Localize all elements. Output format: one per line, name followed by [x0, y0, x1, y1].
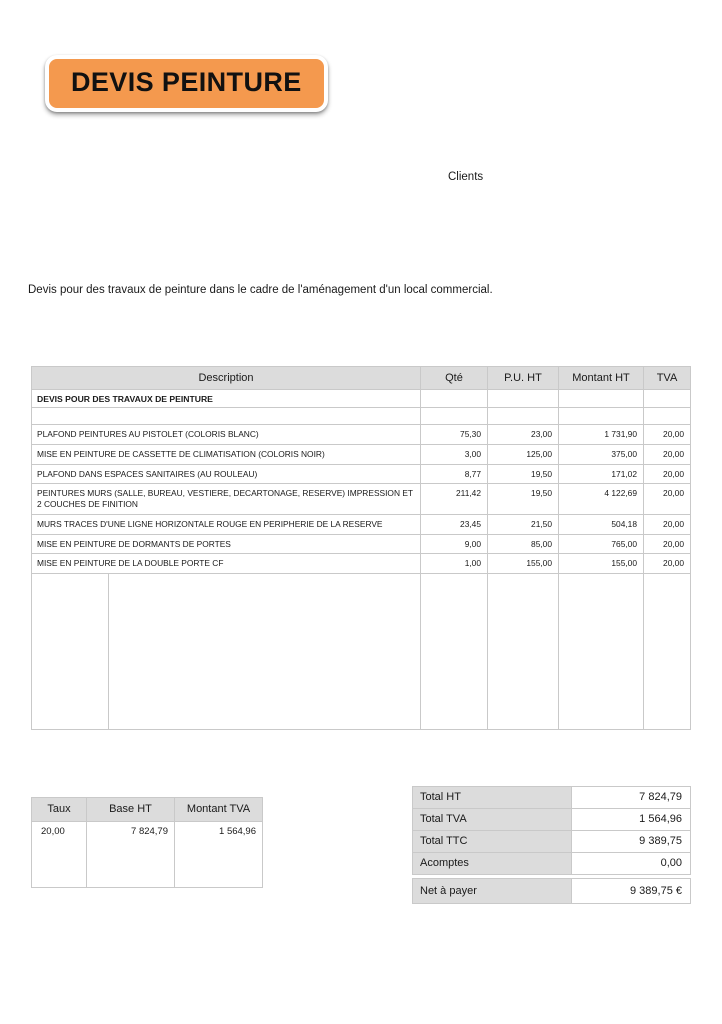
vat-base: 7 824,79: [87, 822, 175, 888]
column-header-unit-price: P.U. HT: [488, 367, 559, 390]
table-row: [32, 554, 691, 574]
total-tva-value: 1 564,96: [572, 809, 691, 831]
totals-row-acomptes: [413, 853, 691, 875]
column-header-qty: Qté: [421, 367, 488, 390]
vat-breakdown-table: [31, 797, 263, 888]
table-row: [32, 514, 691, 534]
spacer-cell-tva: [644, 408, 691, 425]
item-description: PLAFOND PEINTURES AU PISTOLET (COLORIS BLANC): [32, 425, 421, 445]
table-row: [32, 444, 691, 464]
item-qty: 1,00: [421, 554, 488, 574]
filler-cell-amount: [559, 574, 644, 730]
item-tva: 20,00: [644, 464, 691, 484]
table-row: [32, 534, 691, 554]
item-tva: 20,00: [644, 484, 691, 515]
item-unit-price: 85,00: [488, 534, 559, 554]
item-qty: 211,42: [421, 484, 488, 515]
total-ttc-label: Total TTC: [413, 831, 572, 853]
table-row: [32, 464, 691, 484]
table-row-section-title: [32, 390, 691, 408]
totals-row-total-ttc: [413, 831, 691, 853]
vat-table-row: [32, 822, 263, 888]
table-row-spacer: [32, 408, 691, 425]
net-payable-table: [412, 878, 691, 904]
totals-row-net-a-payer: [413, 879, 691, 904]
item-amount: 765,00: [559, 534, 644, 554]
document-title-badge: DEVIS PEINTURE: [45, 55, 328, 112]
item-unit-price: 23,00: [488, 425, 559, 445]
totals-block: [412, 786, 691, 904]
filler-cell-qty: [421, 574, 488, 730]
total-ttc-value: 9 389,75: [572, 831, 691, 853]
column-header-tva: TVA: [644, 367, 691, 390]
acomptes-label: Acomptes: [413, 853, 572, 875]
table-row: [32, 425, 691, 445]
item-unit-price: 155,00: [488, 554, 559, 574]
item-description: MISE EN PEINTURE DE LA DOUBLE PORTE CF: [32, 554, 421, 574]
item-amount: 1 731,90: [559, 425, 644, 445]
item-tva: 20,00: [644, 534, 691, 554]
document-title-badge-wrapper: [45, 55, 328, 112]
item-amount: 155,00: [559, 554, 644, 574]
column-header-description: Description: [32, 367, 421, 390]
totals-row-total-tva: [413, 809, 691, 831]
section-title-qty-cell: [421, 390, 488, 408]
total-ht-label: Total HT: [413, 787, 572, 809]
total-ht-value: 7 824,79: [572, 787, 691, 809]
column-header-amount: Montant HT: [559, 367, 644, 390]
vat-column-header-base: Base HT: [87, 798, 175, 822]
item-tva: 20,00: [644, 554, 691, 574]
intro-paragraph: Devis pour des travaux de peinture dans le cadre de l'aménagement d'un local commercial.: [28, 284, 493, 296]
items-table-header-row: [32, 367, 691, 390]
item-description: MISE EN PEINTURE DE CASSETTE DE CLIMATISATION (COLORIS NOIR): [32, 444, 421, 464]
item-qty: 8,77: [421, 464, 488, 484]
item-qty: 23,45: [421, 514, 488, 534]
section-title-cell: DEVIS POUR DES TRAVAUX DE PEINTURE: [32, 390, 421, 408]
item-description: MURS TRACES D'UNE LIGNE HORIZONTALE ROUGE EN PERIPHERIE DE LA RESERVE: [32, 514, 421, 534]
vat-rate: 20,00: [32, 822, 87, 888]
vat-amount: 1 564,96: [175, 822, 263, 888]
total-tva-label: Total TVA: [413, 809, 572, 831]
table-row: [32, 484, 691, 515]
section-title-tva-cell: [644, 390, 691, 408]
item-tva: 20,00: [644, 444, 691, 464]
totals-row-total-ht: [413, 787, 691, 809]
vat-column-header-rate: Taux: [32, 798, 87, 822]
filler-cell-tva: [644, 574, 691, 730]
section-title-unit-price-cell: [488, 390, 559, 408]
vat-table-header-row: [32, 798, 263, 822]
item-amount: 4 122,69: [559, 484, 644, 515]
item-description: MISE EN PEINTURE DE DORMANTS DE PORTES: [32, 534, 421, 554]
spacer-cell-qty: [421, 408, 488, 425]
net-a-payer-label: Net à payer: [413, 879, 572, 904]
item-description: PEINTURES MURS (SALLE, BUREAU, VESTIERE, DECARTONAGE, RESERVE) IMPRESSION ET 2 COUCHES DE FINITION: [32, 484, 421, 515]
spacer-cell-description: [32, 408, 421, 425]
item-tva: 20,00: [644, 425, 691, 445]
item-amount: 375,00: [559, 444, 644, 464]
spacer-cell-amount: [559, 408, 644, 425]
item-unit-price: 19,50: [488, 484, 559, 515]
item-amount: 171,02: [559, 464, 644, 484]
vat-column-header-amount: Montant TVA: [175, 798, 263, 822]
item-qty: 9,00: [421, 534, 488, 554]
item-unit-price: 19,50: [488, 464, 559, 484]
filler-cell-unit-price: [488, 574, 559, 730]
item-qty: 75,30: [421, 425, 488, 445]
filler-cell-description: [32, 574, 421, 730]
clients-label: Clients: [448, 171, 484, 183]
items-table: [31, 366, 691, 730]
item-amount: 504,18: [559, 514, 644, 534]
item-qty: 3,00: [421, 444, 488, 464]
acomptes-value: 0,00: [572, 853, 691, 875]
item-unit-price: 125,00: [488, 444, 559, 464]
table-row-empty-filler: [32, 574, 691, 730]
totals-table: [412, 786, 691, 875]
item-tva: 20,00: [644, 514, 691, 534]
spacer-cell-unit-price: [488, 408, 559, 425]
section-title-amount-cell: [559, 390, 644, 408]
net-a-payer-value: 9 389,75 €: [572, 879, 691, 904]
item-description: PLAFOND DANS ESPACES SANITAIRES (AU ROULEAU): [32, 464, 421, 484]
item-unit-price: 21,50: [488, 514, 559, 534]
description-inner-divider: [108, 574, 109, 729]
